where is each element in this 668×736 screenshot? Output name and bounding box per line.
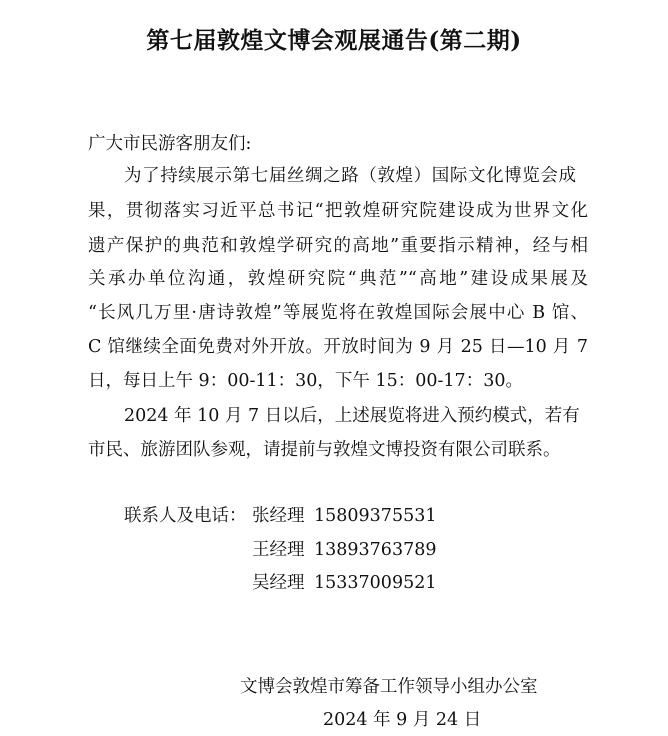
greeting: 广大市民游客朋友们: <box>88 134 252 154</box>
contact-name-2: 王经理 <box>252 540 305 560</box>
paragraph-1-line-3: 遗产保护的典范和敦煌学研究的高地”重要指示精神，经与相 <box>88 236 588 256</box>
paragraph-1-line-1: 为了持续展示第七届丝绸之路（敦煌）国际文化博览会成 <box>124 166 576 186</box>
paragraph-1-line-6: C 馆继续全面免费对外开放。开放时间为 9 月 25 日—10 月 7 <box>88 337 588 357</box>
paragraph-1-line-2: 果，贯彻落实习近平总书记“把敦煌研究院建设成为世界文化 <box>88 201 588 221</box>
contact-phone-3: 15337009521 <box>314 573 437 593</box>
paragraph-2-line-2: 市民、旅游团队参观，请提前与敦煌文博投资有限公司联系。 <box>88 440 561 460</box>
paragraph-1-line-5: “长风几万里·唐诗敦煌”等展览将在敦煌国际会展中心 B 馆、 <box>88 303 588 323</box>
paragraph-2-line-1: 2024 年 10 月 7 日以后，上述展览将进入预约模式，若有 <box>124 406 580 426</box>
contact-phone-2: 13893763789 <box>314 540 437 560</box>
contact-phone-1: 15809375531 <box>314 506 437 526</box>
signature-org: 文博会敦煌市筹备工作领导小组办公室 <box>240 677 538 697</box>
signature-date: 2024 年 9 月 24 日 <box>323 710 482 730</box>
paragraph-1-line-7: 日，每日上午 9：00-11：30，下午 15：00-17：30。 <box>88 371 523 391</box>
page-title: 第七届敦煌文博会观展通告(第二期) <box>146 27 522 54</box>
contact-name-3: 吴经理 <box>252 573 305 593</box>
paragraph-1-line-4: 关承办单位沟通，敦煌研究院“典范”“高地”建设成果展及 <box>88 269 588 289</box>
contacts-label: 联系人及电话： <box>124 506 247 526</box>
contact-name-1: 张经理 <box>252 506 305 526</box>
